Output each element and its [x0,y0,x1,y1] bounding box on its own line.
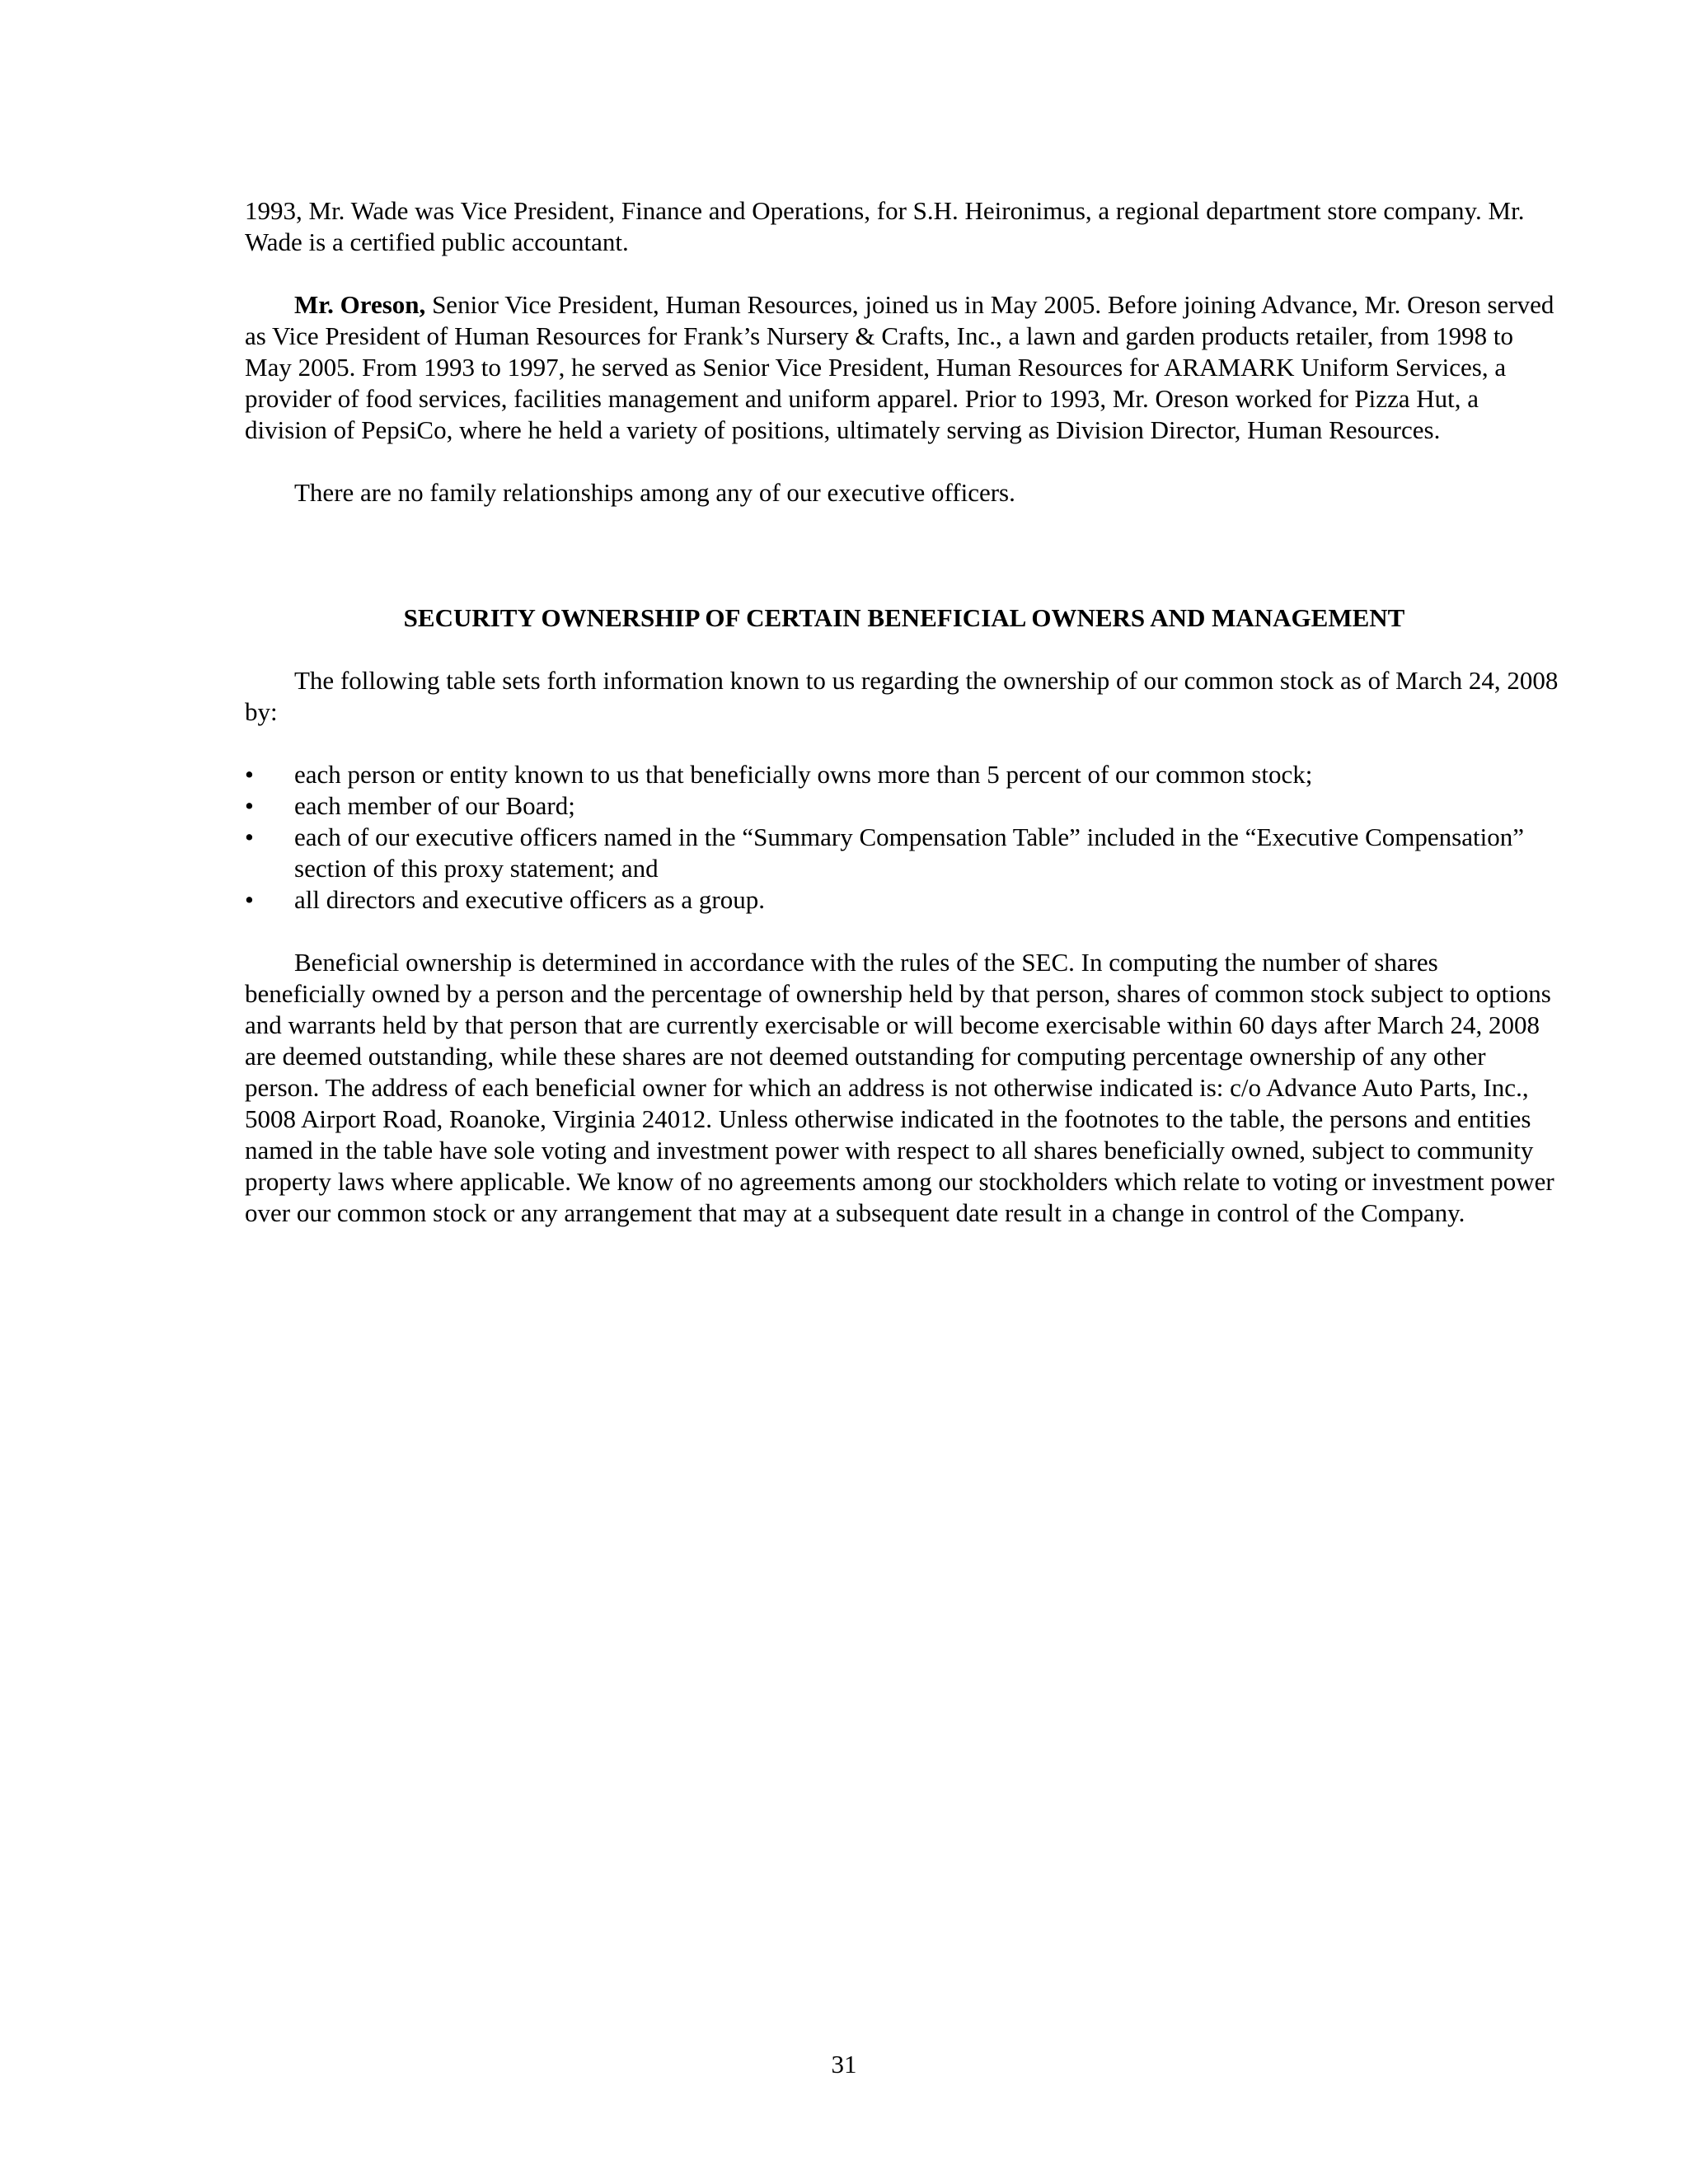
list-item [245,884,1564,916]
list-item-text: each of our executive officers named in the “Summary Compensation Table” included in the “Executive Compensation” section of this proxy statement; and [294,823,1524,883]
paragraph-wade-bio: 1993, Mr. Wade was Vice President, Finance and Operations, for S.H. Heironimus, a regional department store company. Mr. Wade is a certified public accountant. [245,196,1525,256]
document-page [245,195,1564,1229]
paragraph-family-relationships: There are no family relationships among any of our executive officers. [294,478,1015,507]
list-item-text: all directors and executive officers as a group. [294,885,765,914]
bullet-icon: • [245,823,254,851]
page-number: 31 [831,2050,857,2079]
bullet-icon: • [245,885,254,914]
paragraph-table-intro: The following table sets forth information known to us regarding the ownership of our common stock as of March 24, 2008 by: [245,666,1559,726]
bullet-list [245,759,1564,916]
section-heading: SECURITY OWNERSHIP OF CERTAIN BENEFICIAL OWNERS AND MANAGEMENT [403,603,1405,632]
list-item [245,822,1564,884]
bullet-icon: • [245,791,254,820]
oreson-name: Mr. Oreson, [294,290,426,319]
oreson-bio-text: Senior Vice President, Human Resources, joined us in May 2005. Before joining Advance, Mr. Oreson served as Vice President of Human Resources for Frank’s Nursery & Crafts, Inc., a lawn and garden products retailer, from 1998 to May 2005. From 1993 to 1997, he served as Senior Vice President, Human Resources for ARAMARK Uniform Services, a provider of food services, facilities management and uniform apparel. Prior to 1993, Mr. Oreson worked for Pizza Hut, a division of PepsiCo, where he held a variety of positions, ultimately serving as Division Director, Human Resources. [245,290,1554,444]
bullet-icon: • [245,760,254,789]
list-item-text: each person or entity known to us that beneficially owns more than 5 percent of our common stock; [294,760,1313,789]
list-item [245,759,1564,790]
list-item [245,790,1564,822]
paragraph-beneficial-ownership: Beneficial ownership is determined in accordance with the rules of the SEC. In computing the number of shares beneficially owned by a person and the percentage of ownership held by that person, shares of common stock subject to options and warrants held by that person that are currently exercisable or will become exercisable within 60 days after March 24, 2008 are deemed outstanding, while these shares are not deemed outstanding for computing percentage ownership of any other person. The address of each beneficial owner for which an address is not otherwise indicated is: c/o Advance Auto Parts, Inc., 5008 Airport Road, Roanoke, Virginia 24012. Unless otherwise indicated in the footnotes to the table, the persons and entities named in the table have sole voting and investment power with respect to all shares beneficially owned, subject to community property laws where applicable. We know of no agreements among our stockholders which relate to voting or investment power over our common stock or any arrangement that may at a subsequent date result in a change in control of the Company. [245,948,1554,1227]
paragraph-oreson-bio [245,289,1564,446]
list-item-text: each member of our Board; [294,791,575,820]
